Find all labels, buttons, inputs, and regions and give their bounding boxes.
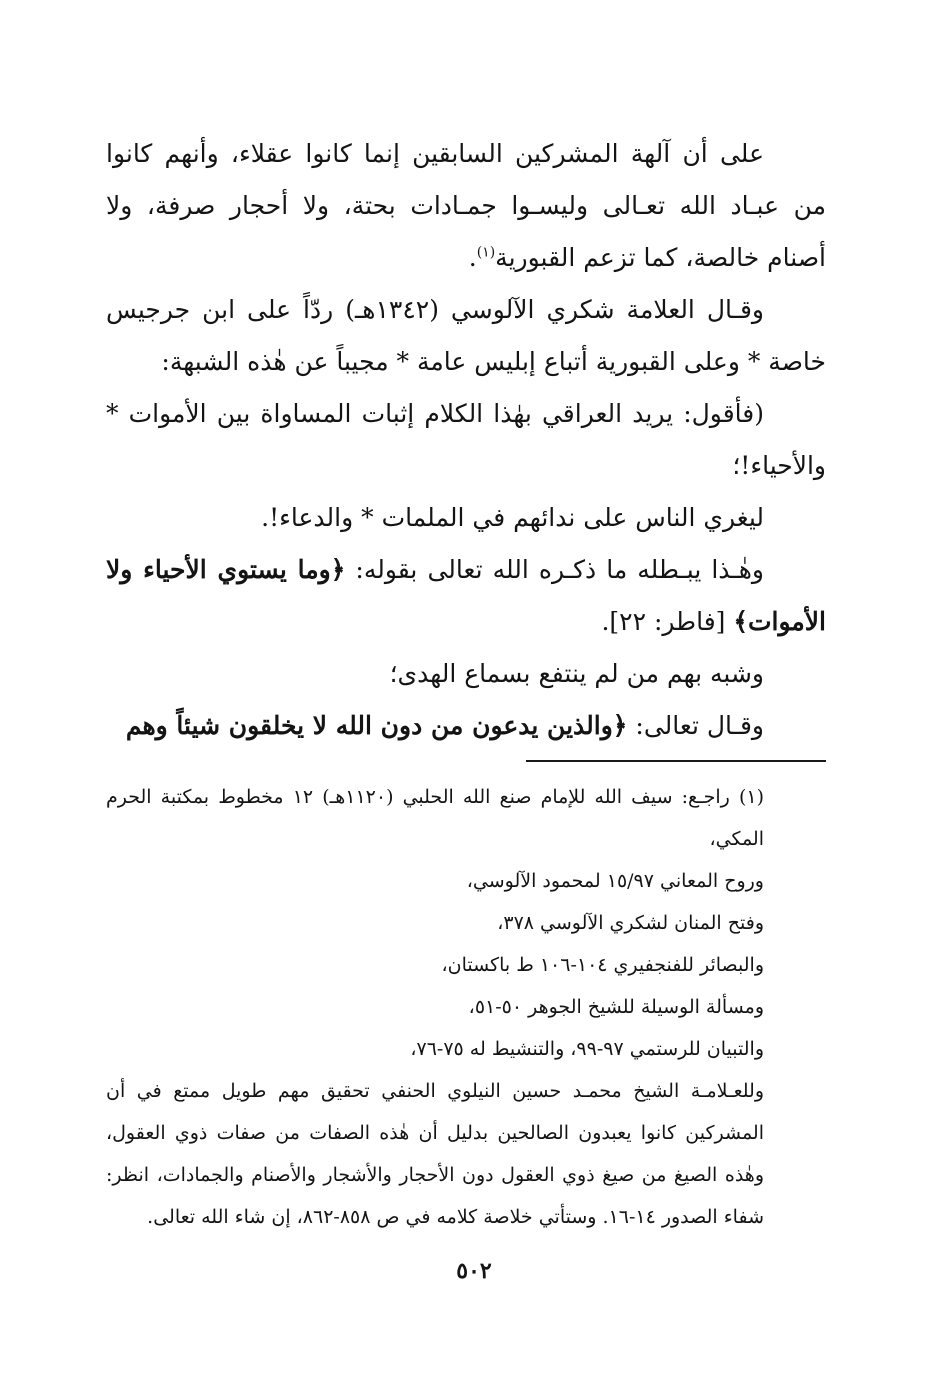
paragraph: وقـال العلامة شكري الآلوسي (١٣٤٢هـ) ردّاً على ابن جرجيس خاصة * وعلى القبورية أتباع إبليس عامة * مجيباً عن هٰذه الشبهة: [106,295,826,376]
footnote-line: ومسألة الوسيلة للشيخ الجوهر ٥٠-٥١، [468,996,764,1018]
footnotes [106,776,826,1238]
footnote-separator [526,760,826,762]
verse-reference: [فاطر: ٢٢]. [601,607,734,636]
paragraph-text: وهٰـذا يبـطله ما ذكـره الله تعالى بقوله: [345,555,764,584]
footnote-line: وروح المعاني ١٥/٩٧ لمحمود الآلوسي، [466,870,764,892]
quote-paragraph: ليغري الناس على ندائهم في الملمات * والدعاء!. [261,503,764,532]
paragraph-end: . [468,243,477,272]
paragraph-text: على أن آلهة المشركين السابقين إنما كانوا عقلاء، وأنهم كانوا من عبـاد الله تعـالى وليسـوا جمـادات بحتة، ولا أحجار صرفة، ولا أصنام خالصة، كما تزعم القبورية [106,139,826,272]
footnote-text: (١) راجـع: سيف الله للإمام صنع الله الحلبي (١١٢٠هـ) ١٢ مخطوط بمكتبة الحرم المكي، [106,786,765,850]
main-text [106,128,826,752]
quote-paragraph [106,700,826,752]
paragraph-text: وقـال تعالى: [627,711,764,740]
paragraph [106,128,826,284]
footnote-line: والتبيان للرستمي ٩٧-٩٩، والتنشيط له ٧٥-٧٦، [410,1038,764,1060]
page-number: ٥٠٢ [456,1258,492,1284]
footnote-line: والبصائر للفنجفيري ١٠٤-١٠٦ ط باكستان، [441,954,764,976]
footnote-line: وفتح المنان لشكري الآلوسي ٣٧٨، [497,912,764,934]
quote-paragraph: وشبه بهم من لم ينتفع بسماع الهدى؛ [389,659,764,688]
quran-verse: ﴿والذين يدعون من دون الله لا يخلقون شيئاً وهم [125,711,628,740]
footnote-text: وللعـلامـة الشيخ محمـد حسين النيلوي الحنفي تحقيق مهم طويل ممتع في أن المشركين كانوا يعبدون الصالحين بدليل أن هٰذه الصفات من صفات ذوي العقول، وهٰذه الصيغ من صيغ ذوي العقول دون الأحجار والأشجار والأصنام والجمادات، انظر: شفاء الصدور ١٤-١٦. وستأتي خلاصة كلامه في ص ٨٥٨-٨٦٢، إن شاء الله تعالى. [106,1080,764,1228]
quote-paragraph: (فأقول: يريد العراقي بهٰذا الكلام إثبات المساواة بين الأموات * والأحياء!؛ [106,399,826,480]
footnote-reference: (١) [476,244,496,261]
quote-paragraph [106,544,826,648]
quran-verse: ﴿وما يستوي الأحياء ولا الأموات﴾ [106,555,826,636]
